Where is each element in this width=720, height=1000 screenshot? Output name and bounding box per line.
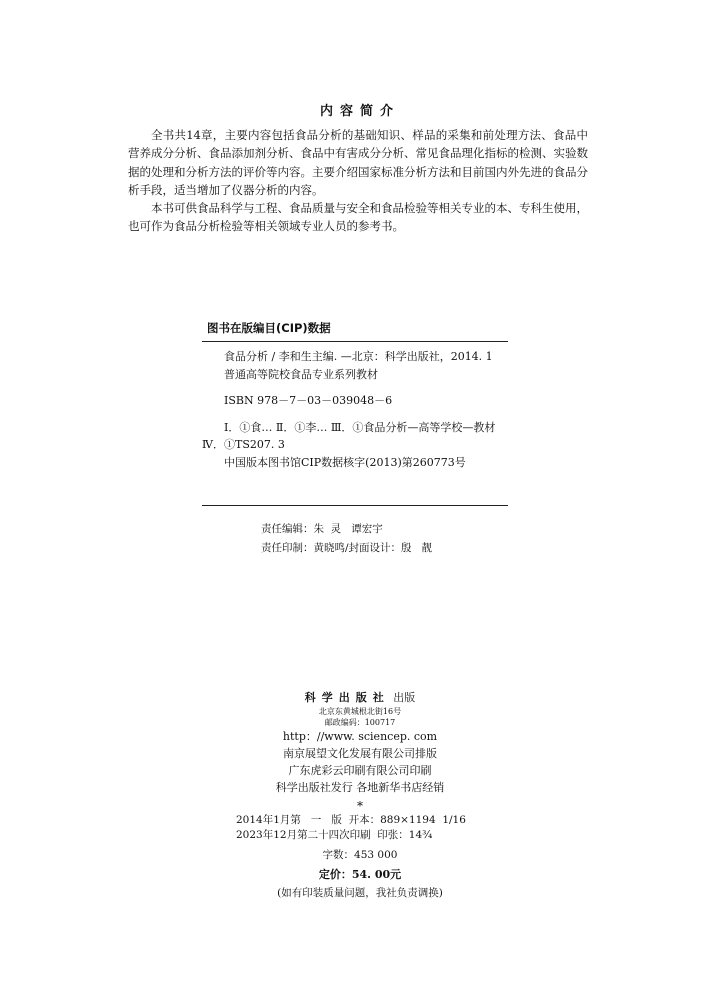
distribution: 科学出版社发行 各地新华书店经销 [275, 781, 445, 794]
separator-star: * [357, 799, 363, 813]
first-edition-line: 2014年1月第 一 版 开本：889×1194 1/16 [236, 814, 466, 826]
typesetter: 南京展望文化发展有限公司排版 [283, 747, 437, 760]
cip-bottom-rule [202, 505, 508, 506]
print-line: 责任印制：黄晓鸣/封面设计：殷 靓 [261, 542, 433, 554]
edition-center-block [0, 846, 720, 903]
summary-title: 内容简介 [319, 104, 400, 119]
price: 定价：54. 00元 [318, 868, 402, 881]
cip-number: 中国版本图书馆CIP数据核字(2013)第260773号 [224, 455, 466, 469]
summary-body [128, 126, 588, 236]
cip-isbn: ISBN 978－7－03－039048－6 [224, 394, 393, 407]
quality-notice: (如有印装质量问题，我社负责调换) [277, 887, 443, 899]
publisher-publish: 出版 [393, 691, 416, 704]
publisher-address: 北京东黄城根北街16号 [318, 707, 402, 716]
printer: 广东虎彩云印刷有限公司印刷 [288, 764, 432, 777]
cip-classification: Ⅰ．①食… Ⅱ．①李… Ⅲ．①食品分析—高等学校—教材 Ⅳ．①TS207. 3 [202, 420, 496, 451]
summary-paragraph: 全书共14章，主要内容包括食品分析的基础知识、样品的采集和前处理方法、食品中营养成分分析、食品添加剂分析、食品中有害成分分析、常见食品理化指标的检测、实验数据的处理和分析方法的评价等内容。主要介绍国家标准分析方法和目前国内外先进的食品分析手段，适当增加了仪器分析的内容。 [128, 128, 588, 197]
publisher-name-line [0, 689, 720, 706]
publisher-website: http：//www. sciencep. com [282, 730, 438, 743]
cip-block [202, 348, 508, 471]
cip-series: 普通高等院校食品专业系列教材 [224, 367, 378, 381]
edition-block [236, 813, 466, 843]
publisher-block [0, 689, 720, 816]
summary-paragraph: 本书可供食品科学与工程、食品质量与安全和食品检验等相关专业的本、专科生使用，也可作为食品分析检验等相关领域专业人员的参考书。 [128, 201, 588, 234]
word-count: 字数：453 000 [322, 849, 398, 861]
printing-line: 2023年12月第二十四次印刷 印张：14¾ [236, 829, 433, 841]
editors-block [261, 520, 432, 558]
cip-title: 图书在版编目(CIP)数据 [207, 321, 331, 335]
publisher-postcode: 邮政编码：100717 [324, 718, 396, 727]
cip-entry: 食品分析 / 李和生主编. —北京：科学出版社，2014. 1 [224, 350, 493, 363]
publisher-name: 科学出版社 [304, 691, 390, 704]
cip-top-rule [202, 341, 508, 342]
editor-line: 责任编辑：朱 灵 谭宏宇 [261, 523, 383, 535]
